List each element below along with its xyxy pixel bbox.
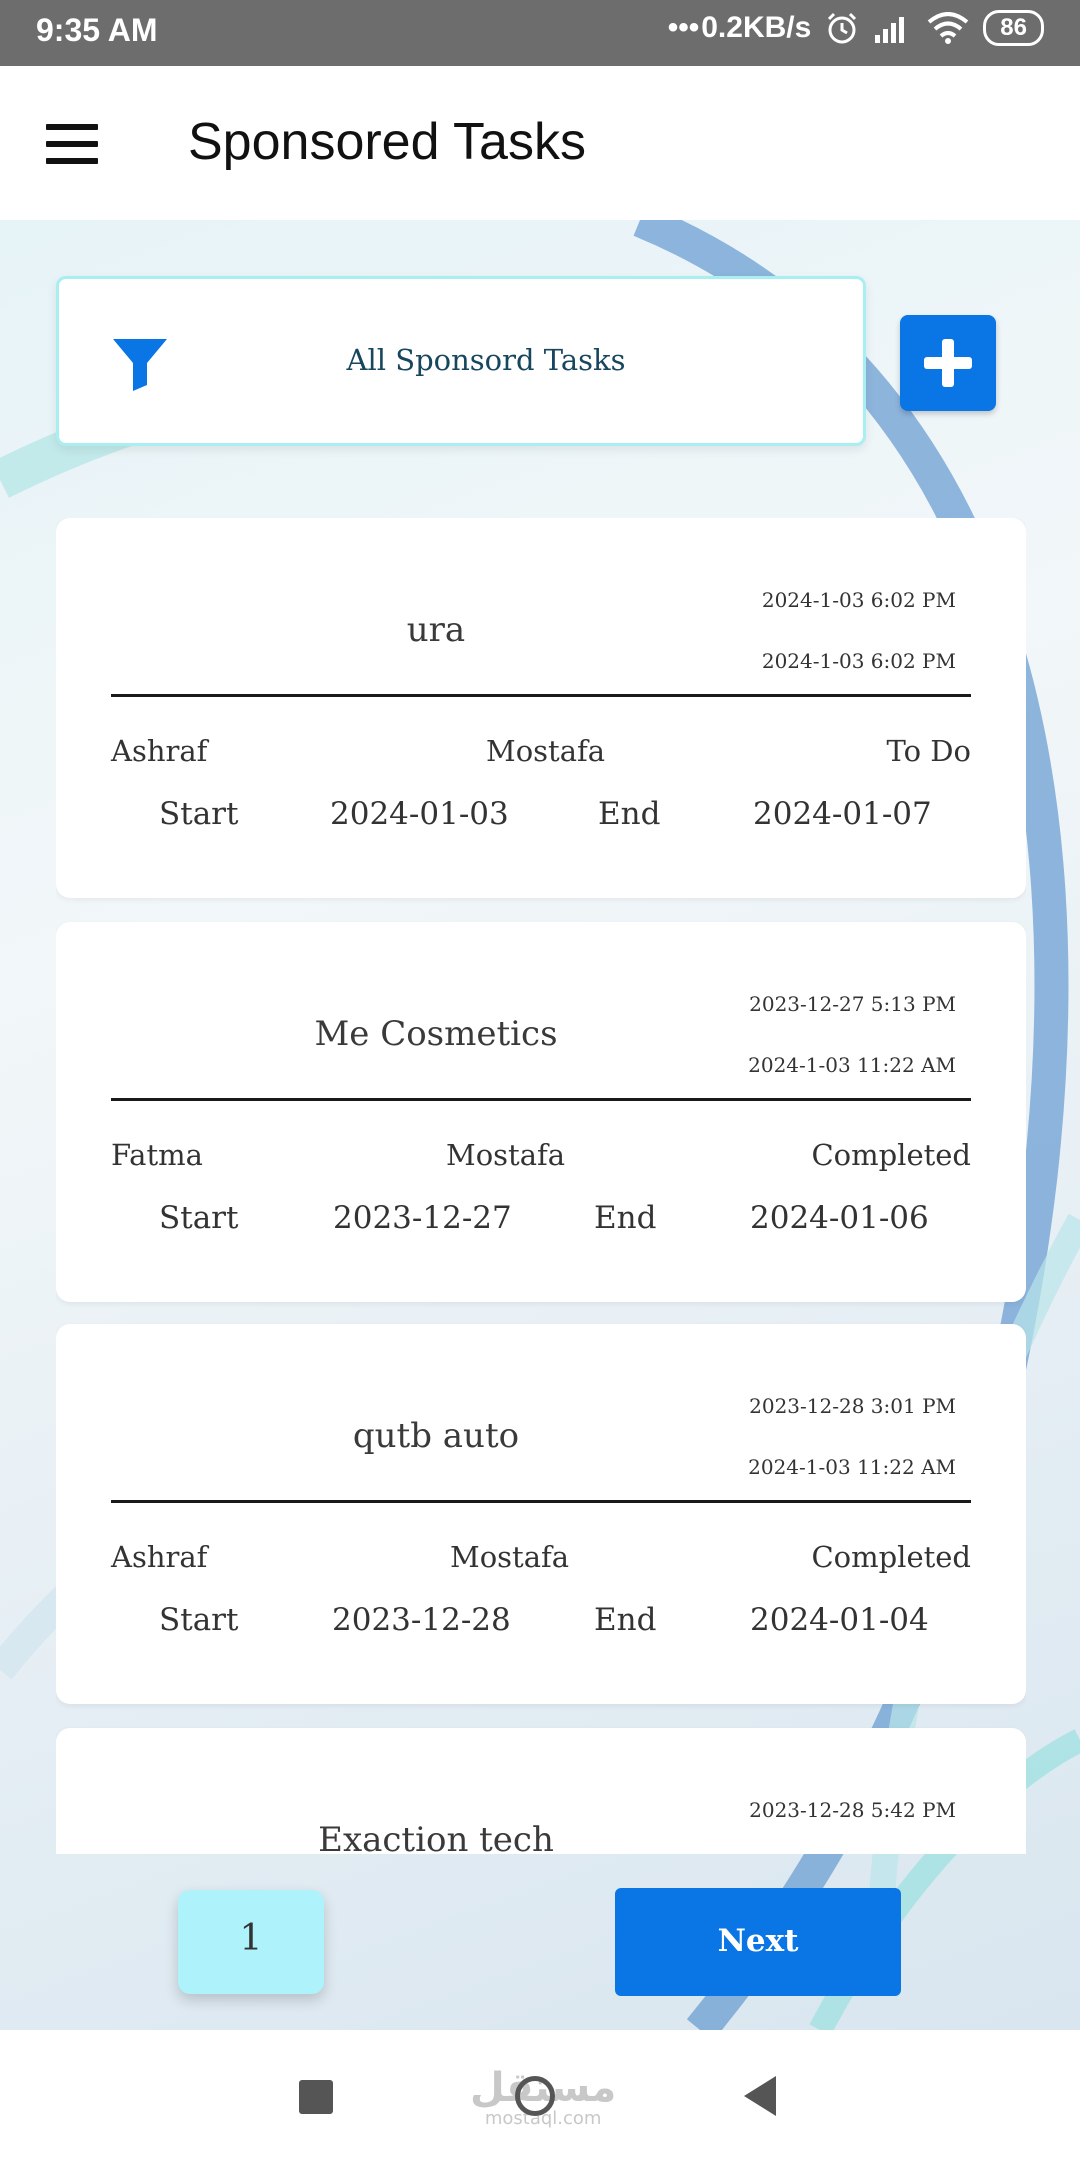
divider <box>111 1500 971 1503</box>
alarm-icon <box>825 11 859 45</box>
page-number-button[interactable]: 1 <box>178 1890 324 1994</box>
status-bar <box>0 0 1080 66</box>
back-icon[interactable] <box>744 2076 776 2116</box>
wifi-icon <box>927 12 969 44</box>
task-status: Completed <box>811 1540 971 1574</box>
task-title: Exaction tech <box>318 1820 554 1854</box>
task-created-time: 2023-12-27 5:13 PM <box>749 992 956 1016</box>
start-date: 2024-01-03 <box>330 796 509 832</box>
task-card[interactable] <box>56 518 1026 898</box>
page-title: Sponsored Tasks <box>188 113 586 171</box>
task-owner: Mostafa <box>450 1540 570 1574</box>
task-assignee: Ashraf <box>111 1540 208 1574</box>
content-area <box>0 220 1080 2030</box>
end-label: End <box>594 1602 657 1638</box>
battery-indicator: 86 <box>983 10 1044 46</box>
system-nav-bar <box>0 2030 1080 2160</box>
network-speed: 0.2KB/s <box>701 11 812 44</box>
end-date: 2024-01-04 <box>750 1602 929 1638</box>
end-label: End <box>598 796 661 832</box>
menu-icon[interactable] <box>46 124 98 164</box>
signal-icon <box>873 13 913 43</box>
start-date: 2023-12-27 <box>333 1200 512 1236</box>
status-icons <box>668 10 1044 46</box>
filter-label: All Sponsord Tasks <box>346 343 626 377</box>
watermark-arabic: مستقل <box>470 2065 617 2111</box>
end-label: End <box>594 1200 657 1236</box>
task-card[interactable] <box>56 922 1026 1302</box>
task-owner: Mostafa <box>446 1138 566 1172</box>
app-bar <box>0 66 1080 220</box>
task-assignee: Ashraf <box>111 734 208 768</box>
status-time: 9:35 AM <box>36 12 158 48</box>
task-title: ura <box>406 610 466 650</box>
task-updated-time: 2024-1-03 11:22 AM <box>748 1053 956 1077</box>
start-label: Start <box>159 1200 239 1236</box>
divider <box>111 1098 971 1101</box>
task-created-time: 2023-12-28 3:01 PM <box>749 1394 956 1418</box>
task-assignee: Fatma <box>111 1138 203 1172</box>
home-icon[interactable] <box>515 2076 555 2116</box>
task-owner: Mostafa <box>486 734 606 768</box>
end-date: 2024-01-07 <box>753 796 932 832</box>
task-status: Completed <box>811 1138 971 1172</box>
recents-icon[interactable] <box>299 2080 333 2114</box>
start-date: 2023-12-28 <box>332 1602 511 1638</box>
task-updated-time: 2024-1-03 6:02 PM <box>761 649 956 673</box>
add-task-button[interactable] <box>900 315 996 411</box>
task-updated-time: 2024-1-03 11:22 AM <box>748 1455 956 1479</box>
end-date: 2024-01-06 <box>750 1200 929 1236</box>
task-created-time: 2023-12-28 5:42 PM <box>749 1798 956 1822</box>
start-label: Start <box>159 796 239 832</box>
task-title: qutb auto <box>352 1416 520 1456</box>
task-card[interactable] <box>56 1728 1026 1854</box>
next-button[interactable]: Next <box>615 1888 901 1996</box>
watermark-latin: mostaql.com <box>484 2108 602 2129</box>
divider <box>111 694 971 697</box>
task-card[interactable] <box>56 1324 1026 1704</box>
task-created-time: 2024-1-03 6:02 PM <box>761 588 956 612</box>
task-status: To Do <box>886 734 971 768</box>
more-dots-icon: ••• <box>667 11 700 44</box>
task-title: Me Cosmetics <box>314 1014 558 1054</box>
filter-dropdown[interactable] <box>56 276 866 446</box>
start-label: Start <box>159 1602 239 1638</box>
task-list[interactable] <box>56 518 1026 1854</box>
